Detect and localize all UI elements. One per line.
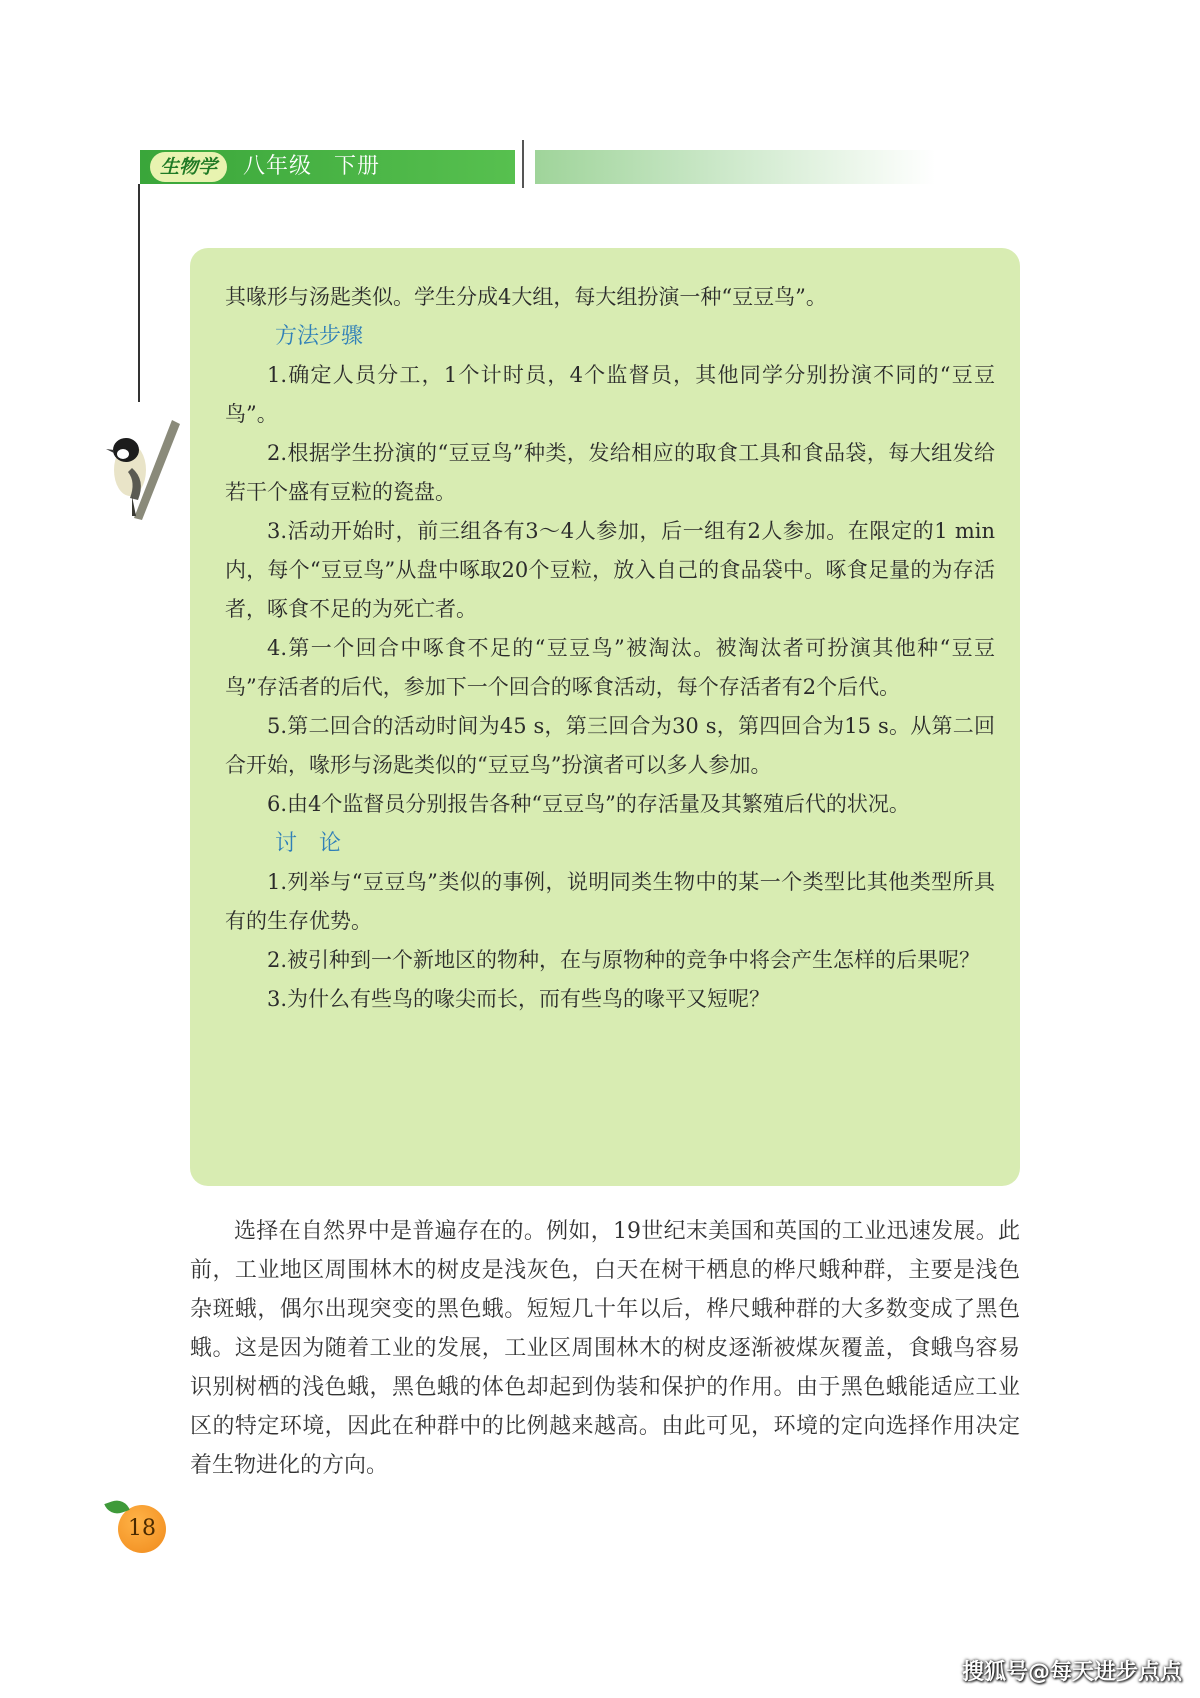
watermark: 搜狐号@每天进步点点 xyxy=(961,1660,1182,1685)
discussion-heading: 讨 论 xyxy=(275,831,342,856)
step-4: 4.第一个回合中啄食不足的“豆豆鸟”被淘汰。被淘汰者可扮演其他种“豆豆鸟”存活者的后代，参加下一个回合的啄食活动，每个存活者有2个后代。 xyxy=(225,636,995,699)
step-3: 3.活动开始时，前三组各有3～4人参加，后一组有2人参加。在限定的1 min内，每个“豆豆鸟”从盘中啄取20个豆粒，放入自己的食品袋中。啄食足量的为存活者，啄食不足的为死亡者。 xyxy=(225,519,995,621)
header-fade-bar xyxy=(535,150,935,184)
step-6: 6.由4个监督员分别报告各种“豆豆鸟”的存活量及其繁殖后代的状况。 xyxy=(267,792,910,816)
margin-line xyxy=(138,184,140,402)
body-section xyxy=(190,1212,1020,1485)
book-title: 八年级 下册 xyxy=(243,154,380,179)
step-5: 5.第二回合的活动时间为45 s，第三回合为30 s，第四回合为15 s。从第二回合开始，喙形与汤匙类似的“豆豆鸟”扮演者可以多人参加。 xyxy=(225,714,995,777)
bird-illustration xyxy=(102,420,180,520)
activity-content xyxy=(225,278,995,1019)
question-3: 3.为什么有些鸟的喙尖而长，而有些鸟的喙平又短呢？ xyxy=(267,987,771,1011)
question-1: 1.列举与“豆豆鸟”类似的事例，说明同类生物中的某一个类型比其他类型所具有的生存优势。 xyxy=(225,870,995,933)
body-paragraph: 选择在自然界中是普遍存在的。例如，19世纪末美国和英国的工业迅速发展。此前，工业地区周围林木的树皮是浅灰色，白天在树干栖息的桦尺蛾种群，主要是浅色杂斑蛾，偶尔出现突变的黑色蛾。短短几十年以后，桦尺蛾种群的大多数变成了黑色蛾。这是因为随着工业的发展，工业区周围林木的树皮逐渐被煤灰覆盖，食蛾鸟容易识别树栖的浅色蛾，黑色蛾的体色却起到伪装和保护的作用。由于黑色蛾能适应工业区的特定环境，因此在种群中的比例越来越高。由此可见，环境的定向选择作用决定着生物进化的方向。 xyxy=(190,1219,1020,1478)
subject-logo: 生物学 xyxy=(150,152,227,182)
question-2: 2.被引种到一个新地区的物种，在与原物种的竞争中将会产生怎样的后果呢？ xyxy=(267,948,981,972)
methods-heading: 方法步骤 xyxy=(275,324,364,349)
step-2: 2.根据学生扮演的“豆豆鸟”种类，发给相应的取食工具和食品袋，每大组发给若干个盛有豆粒的瓷盘。 xyxy=(225,441,995,504)
header-divider xyxy=(522,140,524,188)
activity-intro: 其喙形与汤匙类似。学生分成4大组，每大组扮演一种“豆豆鸟”。 xyxy=(225,285,827,309)
step-1: 1.确定人员分工，1个计时员，4个监督员，其他同学分别扮演不同的“豆豆鸟”。 xyxy=(225,363,995,426)
page-number: 18 xyxy=(118,1505,166,1553)
